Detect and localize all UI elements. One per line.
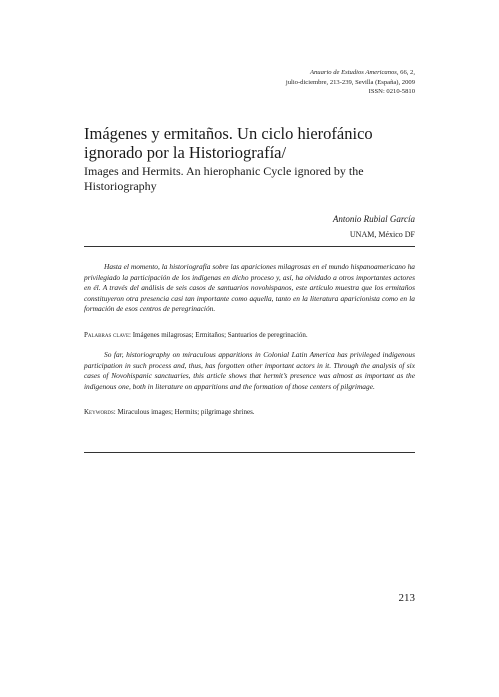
journal-header — [286, 68, 415, 97]
keywords-spanish — [84, 330, 415, 340]
divider-top — [84, 246, 415, 247]
divider-bottom — [84, 452, 415, 453]
journal-issn: ISSN: 0210-5810 — [368, 88, 415, 96]
abstract-english: So far, historiography on miraculous apparitions in Colonial Latin America has privileged indigenous participation in such process and, thus, has forgotten other important actors in it. Through the analysis of six cases of Novohispanic sanctuaries, this article shows that hermit’s presence was almost as important as the indigenous one, both in literature on apparitions and the formation of those centers of pilgrimage. — [84, 350, 415, 391]
keywords-english — [84, 407, 415, 417]
page-number: 213 — [398, 592, 415, 604]
abstract-spanish: Hasta el momento, la historiografía sobre las apariciones milagrosas en el mundo hispanoamericano ha privilegiado la participación de los indígenas en dicho proceso y, así, ha olvidado a otros importantes actores en él. A través del análisis de seis casos de santuarios novohispanos, este artículo muestra que los ermitaños constituyeron otra presencia casi tan importante como aquella, tanto en la literatura aparicionista como en la formación de esos centros de peregrinación. — [84, 262, 415, 314]
article-subtitle-english: Images and Hermits. An hierophanic Cycle ignored by the Historiography — [84, 164, 364, 193]
author-affiliation: UNAM, México DF — [349, 230, 415, 239]
journal-line — [286, 68, 415, 78]
keywords-label-english: Keywords: — [84, 408, 116, 416]
journal-volume: , 66, 2, — [396, 69, 415, 76]
author-block — [333, 212, 415, 242]
keywords-list-english: Miraculous images; Hermits; pilgrimage shrines. — [117, 408, 255, 416]
keywords-list-spanish: Imágenes milagrosas; Ermitaños; Santuarios de peregrinación. — [132, 331, 308, 339]
article-title: Imágenes y ermitaños. Un ciclo hierofánico ignorado por la Historiografía/ — [84, 124, 373, 162]
journal-name: Anuario de Estudios Americanos — [309, 69, 397, 76]
journal-dates-pages: julio-diciembre, 213-239, Sevilla (España), 2009 — [285, 78, 415, 86]
author-name: Antonio Rubial García — [332, 214, 415, 224]
keywords-label-spanish: Palabras clave: — [84, 331, 131, 339]
